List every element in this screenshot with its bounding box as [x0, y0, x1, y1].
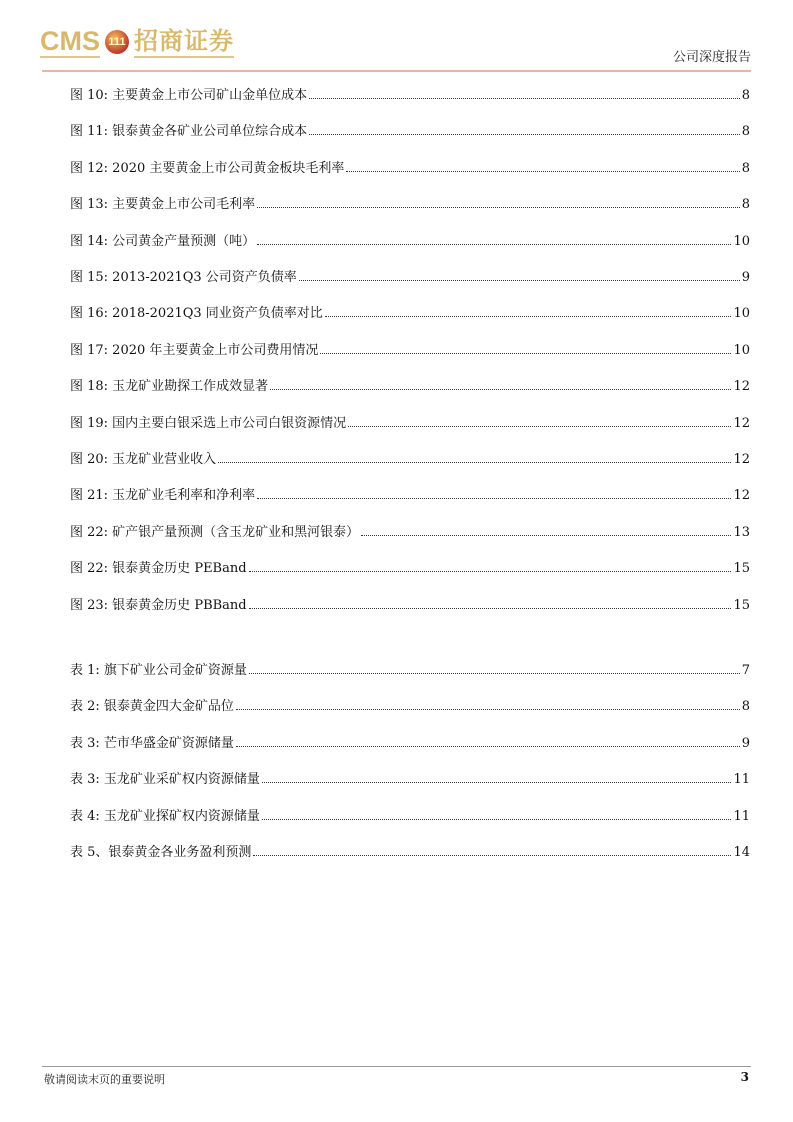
table-toc-entry[interactable]: [70, 698, 750, 716]
leader-dots: [253, 854, 731, 856]
toc-entry-label: 图 21: 玉龙矿业毛利率和净利率: [70, 488, 256, 504]
figure-toc-entry[interactable]: [70, 87, 750, 105]
leader-dots: [325, 315, 732, 317]
leader-dots: [249, 672, 740, 674]
toc-entry-page: 8: [741, 197, 750, 213]
leader-dots: [299, 279, 740, 281]
toc-entry-label: 图 22: 银泰黄金历史 PEBand: [70, 561, 247, 577]
toc-entry-page: 14: [733, 845, 750, 860]
toc-entry-page: 10: [733, 233, 750, 249]
header-divider: [42, 70, 751, 72]
toc-entry-page: 8: [741, 699, 750, 715]
leader-dots: [270, 388, 731, 390]
toc-entry-label: 表 5、银泰黄金各业务盈利预测: [70, 845, 252, 860]
page-number: 3: [740, 1070, 749, 1084]
toc-entry-label: 表 3: 玉龙矿业采矿权内资源储量: [70, 772, 260, 788]
leader-dots: [262, 781, 732, 783]
toc-entry-page: 12: [733, 379, 750, 395]
toc-entry-page: 15: [733, 561, 750, 577]
toc-entry-page: 8: [741, 88, 750, 103]
leader-dots: [309, 97, 740, 99]
figure-toc-entry[interactable]: [70, 378, 750, 396]
figure-toc-entry[interactable]: [70, 451, 750, 469]
toc-entry-label: 图 14: 公司黄金产量预测（吨）: [70, 233, 256, 249]
toc-entry-label: 图 12: 2020 主要黄金上市公司黄金板块毛利率: [70, 160, 345, 176]
toc-entry-page: 12: [733, 488, 750, 504]
table-toc-entry[interactable]: [70, 771, 750, 789]
leader-dots: [348, 425, 731, 427]
figure-toc-entry[interactable]: [70, 269, 750, 287]
cms-logo: [40, 26, 234, 58]
toc-entry-label: 图 18: 玉龙矿业勘探工作成效显著: [70, 379, 269, 395]
toc-entry-page: 7: [741, 663, 750, 678]
toc-entry-page: 11: [733, 808, 750, 824]
leader-dots: [218, 461, 731, 463]
logo-seal-icon: 111: [105, 30, 129, 54]
table-toc-entry[interactable]: [70, 662, 750, 680]
figure-toc-entry[interactable]: [70, 233, 750, 251]
leader-dots: [249, 607, 732, 609]
figure-toc-entry[interactable]: [70, 342, 750, 360]
leader-dots: [249, 570, 732, 572]
toc-entry-label: 图 20: 玉龙矿业营业收入: [70, 452, 217, 467]
document-type: 公司深度报告: [672, 50, 751, 65]
toc-entry-page: 10: [733, 306, 750, 322]
toc-entry-page: 8: [741, 124, 750, 140]
toc-entry-label: 图 23: 银泰黄金历史 PBBand: [70, 597, 247, 613]
figure-toc-entry[interactable]: [70, 196, 750, 214]
leader-dots: [236, 745, 740, 747]
toc-entry-label: 图 17: 2020 年主要黄金上市公司费用情况: [70, 342, 319, 358]
figure-toc-entry[interactable]: [70, 415, 750, 433]
toc-entry-page: 9: [741, 735, 750, 751]
table-toc-entry[interactable]: [70, 808, 750, 826]
logo-cn-text: 招商证券: [134, 26, 234, 58]
toc-entry-label: 图 13: 主要黄金上市公司毛利率: [70, 197, 256, 213]
toc-entry-label: 表 2: 银泰黄金四大金矿品位: [70, 699, 234, 715]
toc-entry-label: 图 10: 主要黄金上市公司矿山金单位成本: [70, 88, 308, 103]
leader-dots: [346, 170, 739, 172]
toc-entry-page: 9: [741, 270, 750, 285]
toc-entry-page: 12: [733, 452, 750, 467]
leader-dots: [257, 206, 740, 208]
toc-entry-label: 图 15: 2013-2021Q3 公司资产负债率: [70, 270, 297, 285]
figure-toc-entry[interactable]: [70, 123, 750, 141]
figure-toc-entry[interactable]: [70, 487, 750, 505]
figure-toc-entry[interactable]: [70, 560, 750, 578]
toc-entry-label: 图 19: 国内主要白银采选上市公司白银资源情况: [70, 415, 347, 431]
toc-entry-label: 图 16: 2018-2021Q3 同业资产负债率对比: [70, 306, 323, 322]
toc-entry-page: 11: [733, 772, 750, 788]
toc-entry-page: 12: [733, 415, 750, 431]
leader-dots: [361, 534, 731, 536]
toc-entry-page: 15: [733, 597, 750, 613]
toc-entry-page: 10: [733, 342, 750, 358]
leader-dots: [262, 818, 732, 820]
leader-dots: [309, 133, 740, 135]
toc-entry-label: 表 3: 芒市华盛金矿资源储量: [70, 735, 234, 751]
leader-dots: [257, 243, 731, 245]
footer-notice: 敬请阅读末页的重要说明: [44, 1073, 165, 1086]
leader-dots: [236, 708, 740, 710]
toc-entry-page: 8: [741, 160, 750, 176]
toc-entry-label: 图 22: 矿产银产量预测（含玉龙矿业和黑河银泰）: [70, 524, 360, 540]
toc-entry-label: 表 4: 玉龙矿业探矿权内资源储量: [70, 808, 260, 824]
figure-toc-entry[interactable]: [70, 305, 750, 323]
page-header: [0, 0, 793, 75]
toc-entry-label: 图 11: 银泰黄金各矿业公司单位综合成本: [70, 124, 308, 140]
toc-entry-page: 13: [733, 524, 750, 540]
toc-entry-label: 表 1: 旗下矿业公司金矿资源量: [70, 663, 247, 678]
leader-dots: [257, 497, 731, 499]
figure-toc-entry[interactable]: [70, 524, 750, 542]
table-toc-entry[interactable]: [70, 844, 750, 862]
table-toc-entry[interactable]: [70, 735, 750, 753]
figure-toc-entry[interactable]: [70, 597, 750, 615]
leader-dots: [320, 352, 731, 354]
figure-toc-entry[interactable]: [70, 160, 750, 178]
logo-text: CMS: [40, 26, 100, 56]
footer-divider: [42, 1066, 751, 1067]
